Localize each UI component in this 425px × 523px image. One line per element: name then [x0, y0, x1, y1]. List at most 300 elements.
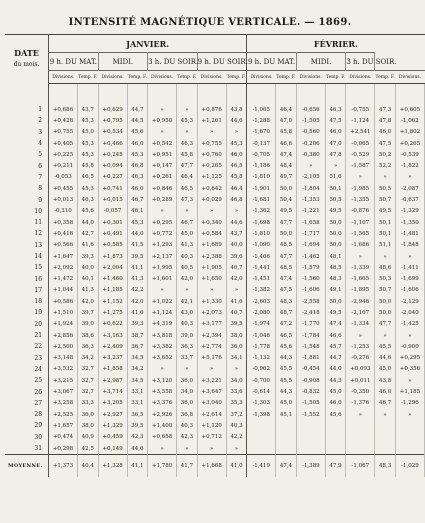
- table-row: [5, 386, 425, 397]
- table-row: [5, 409, 425, 420]
- table-cell: »: [346, 172, 375, 183]
- table-cell: 39,7: [78, 307, 99, 318]
- mean-cell: -1,419: [247, 455, 276, 478]
- table-cell: +0,586: [49, 296, 78, 307]
- table-cell: 45,3: [78, 149, 99, 160]
- table-cell: +1,995: [148, 262, 177, 273]
- table-cell: -1,046: [247, 330, 276, 341]
- day-number: 1: [5, 104, 49, 115]
- table-cell: »: [148, 206, 177, 217]
- day-number: 5: [5, 149, 49, 160]
- table-cell: 47,0: [276, 115, 297, 126]
- column-subheader: Temp. F.: [375, 71, 396, 84]
- table-cell: 47,7: [276, 217, 297, 228]
- table-cell: 40,1: [78, 273, 99, 284]
- table-cell: 42,0: [226, 273, 247, 284]
- table-cell: 39,3: [127, 319, 148, 330]
- table-cell: -2,603: [247, 296, 276, 307]
- table-cell: +0,755: [197, 138, 226, 149]
- table-cell: 46,5: [78, 172, 99, 183]
- table-cell: »: [395, 172, 424, 183]
- table-cell: 43,0: [177, 307, 198, 318]
- time-header: MIDI.: [296, 53, 346, 71]
- table-cell: -1,681: [247, 194, 276, 205]
- mean-cell: 41,1: [127, 455, 148, 478]
- day-number: 11: [5, 217, 49, 228]
- table-cell: +0,093: [346, 364, 375, 375]
- table-cell: 46,6: [276, 138, 297, 149]
- table-cell: +3,376: [148, 398, 177, 409]
- table-cell: -1,062: [395, 115, 424, 126]
- table-cell: 49,5: [325, 307, 346, 318]
- table-cell: +0,149: [98, 443, 127, 455]
- table-cell: 47,3: [177, 194, 198, 205]
- table-cell: [346, 420, 375, 431]
- day-number: 24: [5, 364, 49, 375]
- table-cell: 45,3: [127, 217, 148, 228]
- table-cell: +2,394: [197, 330, 226, 341]
- table-cell: +1,185: [98, 285, 127, 296]
- table-row: [5, 307, 425, 318]
- table-cell: +3,818: [148, 330, 177, 341]
- table-cell: 40,3: [177, 420, 198, 431]
- table-cell: +0,755: [49, 127, 78, 138]
- table-cell: 36,0: [177, 375, 198, 386]
- table-cell: 49,5: [276, 206, 297, 217]
- table-cell: 50,0: [276, 228, 297, 239]
- table-cell: +3,120: [148, 375, 177, 386]
- table-cell: +0,585: [98, 240, 127, 251]
- table-cell: »: [346, 251, 375, 262]
- table-cell: -0,755: [346, 104, 375, 115]
- table-cell: -1,132: [247, 353, 276, 364]
- table-row: [5, 115, 425, 126]
- table-cell: +0,013: [49, 194, 78, 205]
- table-cell: 34,2: [78, 353, 99, 364]
- day-number: 17: [5, 285, 49, 296]
- table-cell: [375, 443, 396, 455]
- table-cell: +3,221: [197, 375, 226, 386]
- table-cell: [276, 432, 297, 443]
- table-cell: -1,334: [346, 319, 375, 330]
- table-cell: +2,092: [49, 262, 78, 273]
- table-cell: 48,7: [276, 307, 297, 318]
- table-cell: »: [148, 127, 177, 138]
- time-header: 9 h. DU MAT.: [49, 53, 99, 71]
- table-row: [5, 228, 425, 239]
- table-cell: 45,5: [276, 364, 297, 375]
- table-cell: 36,7: [127, 341, 148, 352]
- column-subheader: Divisions.: [49, 71, 78, 84]
- table-cell: +2,926: [148, 409, 177, 420]
- table-cell: [247, 432, 276, 443]
- mean-cell: 48,3: [375, 455, 396, 478]
- table-cell: -1,107: [346, 217, 375, 228]
- table-cell: -0,053: [49, 172, 78, 183]
- table-cell: »: [395, 375, 424, 386]
- table-cell: +0,534: [98, 127, 127, 138]
- table-cell: -0,065: [346, 138, 375, 149]
- table-cell: 44,7: [127, 104, 148, 115]
- table-cell: 47,8: [375, 115, 396, 126]
- table-cell: -1,505: [296, 398, 325, 409]
- table-row: [5, 160, 425, 171]
- table-cell: +3,558: [148, 386, 177, 397]
- table-row: [5, 104, 425, 115]
- table-cell: -1,587: [346, 160, 375, 171]
- table-cell: 47,4: [325, 319, 346, 330]
- table-cell: +0,658: [148, 432, 177, 443]
- table-cell: +0,356: [395, 364, 424, 375]
- table-cell: 40,7: [226, 262, 247, 273]
- table-cell: -1,804: [296, 183, 325, 194]
- table-cell: -1,362: [247, 206, 276, 217]
- table-cell: 46,3: [127, 172, 148, 183]
- table-cell: 49,1: [325, 285, 346, 296]
- table-cell: 33,3: [78, 398, 99, 409]
- table-cell: »: [296, 160, 325, 171]
- table-cell: 48,5: [276, 262, 297, 273]
- table-cell: »: [148, 285, 177, 296]
- table-cell: -1,670: [247, 127, 276, 138]
- table-cell: 46,7: [177, 217, 198, 228]
- day-number: 29: [5, 420, 49, 431]
- table-cell: -1,698: [247, 217, 276, 228]
- mean-cell: +1,668: [197, 455, 226, 478]
- table-cell: 45,3: [78, 115, 99, 126]
- table-cell: +1,601: [148, 273, 177, 284]
- table-cell: 42,0: [78, 296, 99, 307]
- table-cell: +0,358: [49, 217, 78, 228]
- table-row: [5, 443, 425, 455]
- table-cell: 46,7: [375, 398, 396, 409]
- table-cell: 50,0: [325, 228, 346, 239]
- table-cell: -2,080: [247, 307, 276, 318]
- table-cell: +0,642: [197, 183, 226, 194]
- table-cell: +2,541: [346, 127, 375, 138]
- table-row: [5, 138, 425, 149]
- table-cell: +5,176: [197, 353, 226, 364]
- day-number: 15: [5, 262, 49, 273]
- table-cell: 49,5: [325, 206, 346, 217]
- table-cell: 44,3: [325, 375, 346, 386]
- table-cell: +3,177: [197, 319, 226, 330]
- table-row: [5, 262, 425, 273]
- table-cell: 36,3: [177, 341, 198, 352]
- table-cell: 46,4: [226, 183, 247, 194]
- table-cell: 38,7: [127, 330, 148, 341]
- table-cell: 34,0: [226, 375, 247, 386]
- table-cell: +0,605: [395, 104, 424, 115]
- table-cell: »: [325, 160, 346, 171]
- table-cell: 44,6: [226, 115, 247, 126]
- day-number: 30: [5, 432, 49, 443]
- table-cell: -1,462: [296, 251, 325, 262]
- table-cell: +0,289: [148, 194, 177, 205]
- table-row: [5, 375, 425, 386]
- table-row: [5, 240, 425, 251]
- table-cell: -0,700: [247, 375, 276, 386]
- table-cell: 34,2: [127, 364, 148, 375]
- table-cell: -1,665: [346, 273, 375, 284]
- table-cell: +2,614: [197, 409, 226, 420]
- table-row: [5, 420, 425, 431]
- table-cell: 47,5: [325, 115, 346, 126]
- table-cell: -1,974: [247, 319, 276, 330]
- table-cell: +0,295: [148, 217, 177, 228]
- table-cell: -0,539: [395, 149, 424, 160]
- table-cell: 33,6: [226, 386, 247, 397]
- table-cell: 47,0: [325, 138, 346, 149]
- table-cell: +1,647: [49, 251, 78, 262]
- table-cell: +2,987: [98, 375, 127, 386]
- table-cell: +1,124: [148, 307, 177, 318]
- table-cell: -0,705: [247, 149, 276, 160]
- table-cell: -0,560: [296, 127, 325, 138]
- table-cell: +1,802: [395, 127, 424, 138]
- table-cell: 44,5: [127, 115, 148, 126]
- table-cell: +0,015: [98, 194, 127, 205]
- table-cell: 50,7: [375, 285, 396, 296]
- table-cell: -0,908: [296, 375, 325, 386]
- table-cell: 41,3: [177, 240, 198, 251]
- table-cell: 40,9: [78, 432, 99, 443]
- day-number: 25: [5, 375, 49, 386]
- day-number: 18: [5, 296, 49, 307]
- day-number: 28: [5, 409, 49, 420]
- table-cell: -1,784: [296, 330, 325, 341]
- table-cell: +1,120: [197, 420, 226, 431]
- table-cell: [276, 443, 297, 455]
- table-cell: 45,8: [78, 160, 99, 171]
- table-row: [5, 319, 425, 330]
- table-cell: 50,3: [375, 273, 396, 284]
- table-cell: 45,1: [276, 409, 297, 420]
- table-cell: 40,7: [226, 307, 247, 318]
- table-cell: -1,552: [296, 409, 325, 420]
- day-number: 19: [5, 307, 49, 318]
- table-cell: +0,261: [148, 172, 177, 183]
- table-row: [5, 353, 425, 364]
- table-cell: +3,040: [197, 398, 226, 409]
- table-cell: »: [197, 285, 226, 296]
- table-cell: 46,0: [375, 386, 396, 397]
- table-cell: 45,6: [325, 409, 346, 420]
- table-cell: -1,353: [296, 194, 325, 205]
- table-cell: 45,3: [226, 138, 247, 149]
- table-cell: -0,656: [296, 104, 325, 115]
- table-cell: -1,810: [247, 228, 276, 239]
- table-cell: 50,0: [325, 240, 346, 251]
- table-row: [5, 149, 425, 160]
- table-cell: -1,481: [395, 228, 424, 239]
- table-cell: 34,5: [127, 375, 148, 386]
- table-cell: »: [148, 104, 177, 115]
- table-cell: 36,3: [78, 341, 99, 352]
- table-cell: 45,0: [375, 364, 396, 375]
- mean-cell: 41,0: [226, 455, 247, 478]
- table-cell: »: [177, 443, 198, 455]
- table-cell: 47,7: [177, 160, 198, 171]
- table-cell: +3,215: [49, 375, 78, 386]
- table-cell: »: [395, 251, 424, 262]
- table-cell: -1,694: [296, 240, 325, 251]
- table-cell: »: [226, 364, 247, 375]
- table-cell: 49,7: [276, 172, 297, 183]
- table-cell: 38,0: [78, 420, 99, 431]
- column-subheader: Temp. F.: [127, 71, 148, 84]
- table-cell: 48,1: [325, 251, 346, 262]
- table-cell: 44,6: [375, 353, 396, 364]
- table-cell: 46,0: [325, 127, 346, 138]
- table-cell: 43,7: [226, 228, 247, 239]
- table-cell: 46,0: [127, 183, 148, 194]
- date-column-header: DATE du mois.: [5, 35, 49, 84]
- table-cell: 46,0: [127, 138, 148, 149]
- table-cell: »: [177, 364, 198, 375]
- table-cell: -1,065: [247, 104, 276, 115]
- table-cell: -0,962: [247, 364, 276, 375]
- table-cell: 45,0: [78, 127, 99, 138]
- table-cell: +0,225: [49, 149, 78, 160]
- table-cell: »: [346, 409, 375, 420]
- table-row: [5, 127, 425, 138]
- table-cell: +1,858: [98, 364, 127, 375]
- table-cell: 49,5: [375, 206, 396, 217]
- table-cell: [375, 432, 396, 443]
- table-cell: -1,606: [395, 285, 424, 296]
- table-cell: 50,0: [325, 217, 346, 228]
- column-subheader: Temp. F.: [177, 71, 198, 84]
- table-cell: 36,0: [78, 409, 99, 420]
- table-cell: +0,491: [98, 228, 127, 239]
- table-cell: -1,848: [395, 240, 424, 251]
- table-cell: +1,924: [49, 319, 78, 330]
- mean-cell: 47,4: [276, 455, 297, 478]
- column-subheader: Temp. F.: [276, 71, 297, 84]
- table-cell: 45,0: [177, 228, 198, 239]
- table-cell: 46,0: [375, 127, 396, 138]
- table-cell: +3,237: [98, 353, 127, 364]
- time-header: 3 h. DU SOIR.: [346, 53, 375, 71]
- table-cell: 34,5: [127, 353, 148, 364]
- table-cell: 42,3: [127, 432, 148, 443]
- table-cell: +1,152: [98, 296, 127, 307]
- table-cell: 48,5: [276, 240, 297, 251]
- table-cell: 33,1: [127, 398, 148, 409]
- table-cell: -1,658: [296, 217, 325, 228]
- table-cell: +1,472: [49, 273, 78, 284]
- table-cell: 51,6: [325, 172, 346, 183]
- table-cell: -1,382: [247, 285, 276, 296]
- mean-cell: -1,389: [296, 455, 325, 478]
- table-cell: »: [226, 285, 247, 296]
- table-cell: -1,124: [346, 115, 375, 126]
- table-cell: +2,409: [98, 341, 127, 352]
- table-cell: 47,8: [325, 149, 346, 160]
- table-cell: 41,1: [127, 262, 148, 273]
- table-cell: »: [346, 330, 375, 341]
- table-cell: [296, 432, 325, 443]
- table-cell: 40,5: [177, 262, 198, 273]
- table-cell: 44,3: [276, 353, 297, 364]
- table-cell: -1,398: [247, 409, 276, 420]
- table-cell: +1,689: [197, 240, 226, 251]
- table-cell: +3,205: [98, 398, 127, 409]
- table-cell: 45,0: [276, 398, 297, 409]
- table-cell: 41,6: [226, 296, 247, 307]
- day-number: 23: [5, 353, 49, 364]
- table-cell: [296, 443, 325, 455]
- table-cell: -1,819: [247, 172, 276, 183]
- table-cell: 41,5: [127, 240, 148, 251]
- table-cell: 38,6: [78, 330, 99, 341]
- table-cell: -2,129: [395, 296, 424, 307]
- table-cell: +3,714: [98, 386, 127, 397]
- page-title: INTENSITÉ MAGNÉTIQUE VERTICALE. — 1869.: [68, 17, 352, 28]
- day-number: 20: [5, 319, 49, 330]
- table-cell: 51,1: [375, 240, 396, 251]
- day-number: 9: [5, 194, 49, 205]
- table-cell: [296, 420, 325, 431]
- table-cell: »: [148, 364, 177, 375]
- table-cell: 47,7: [276, 251, 297, 262]
- table-cell: +0,566: [49, 240, 78, 251]
- table-cell: 50,0: [276, 183, 297, 194]
- means-label: MOYENNE.: [5, 455, 49, 478]
- table-cell: +1,022: [148, 296, 177, 307]
- table-cell: 45,8: [276, 127, 297, 138]
- table-cell: -0,900: [395, 341, 424, 352]
- table-cell: +1,400: [148, 420, 177, 431]
- table-cell: +0,466: [98, 138, 127, 149]
- table-cell: +0,795: [98, 115, 127, 126]
- table-row: [5, 285, 425, 296]
- table-cell: 42,0: [127, 296, 148, 307]
- table-row: [5, 330, 425, 341]
- table-cell: 34,1: [226, 353, 247, 364]
- table-cell: 42,0: [177, 273, 198, 284]
- table-cell: -1,221: [296, 206, 325, 217]
- day-number: 14: [5, 251, 49, 262]
- table-cell: 44,0: [127, 228, 148, 239]
- table-cell: -1,822: [395, 160, 424, 171]
- table-cell: +0,951: [148, 149, 177, 160]
- table-cell: 50,5: [375, 183, 396, 194]
- table-cell: 42,2: [127, 285, 148, 296]
- day-number: 7: [5, 172, 49, 183]
- column-subheader: Divisions.: [148, 71, 177, 84]
- table-cell: -1,505: [296, 115, 325, 126]
- table-cell: +0,876: [197, 104, 226, 115]
- day-number: 26: [5, 386, 49, 397]
- table-cell: »: [375, 172, 396, 183]
- magnetic-intensity-table: [5, 34, 425, 477]
- table-cell: +0,846: [148, 183, 177, 194]
- table-cell: 45,8: [177, 149, 198, 160]
- table-cell: »: [395, 409, 424, 420]
- table-cell: »: [197, 127, 226, 138]
- table-cell: 47,5: [276, 285, 297, 296]
- table-cell: +0,760: [197, 149, 226, 160]
- table-row: [5, 432, 425, 443]
- table-cell: [346, 443, 375, 455]
- table-cell: 32,7: [78, 386, 99, 397]
- table-cell: -2,167: [346, 307, 375, 318]
- table-cell: 50,1: [375, 228, 396, 239]
- table-cell: +2,073: [197, 307, 226, 318]
- month-header-january: JANVIER.: [49, 35, 247, 53]
